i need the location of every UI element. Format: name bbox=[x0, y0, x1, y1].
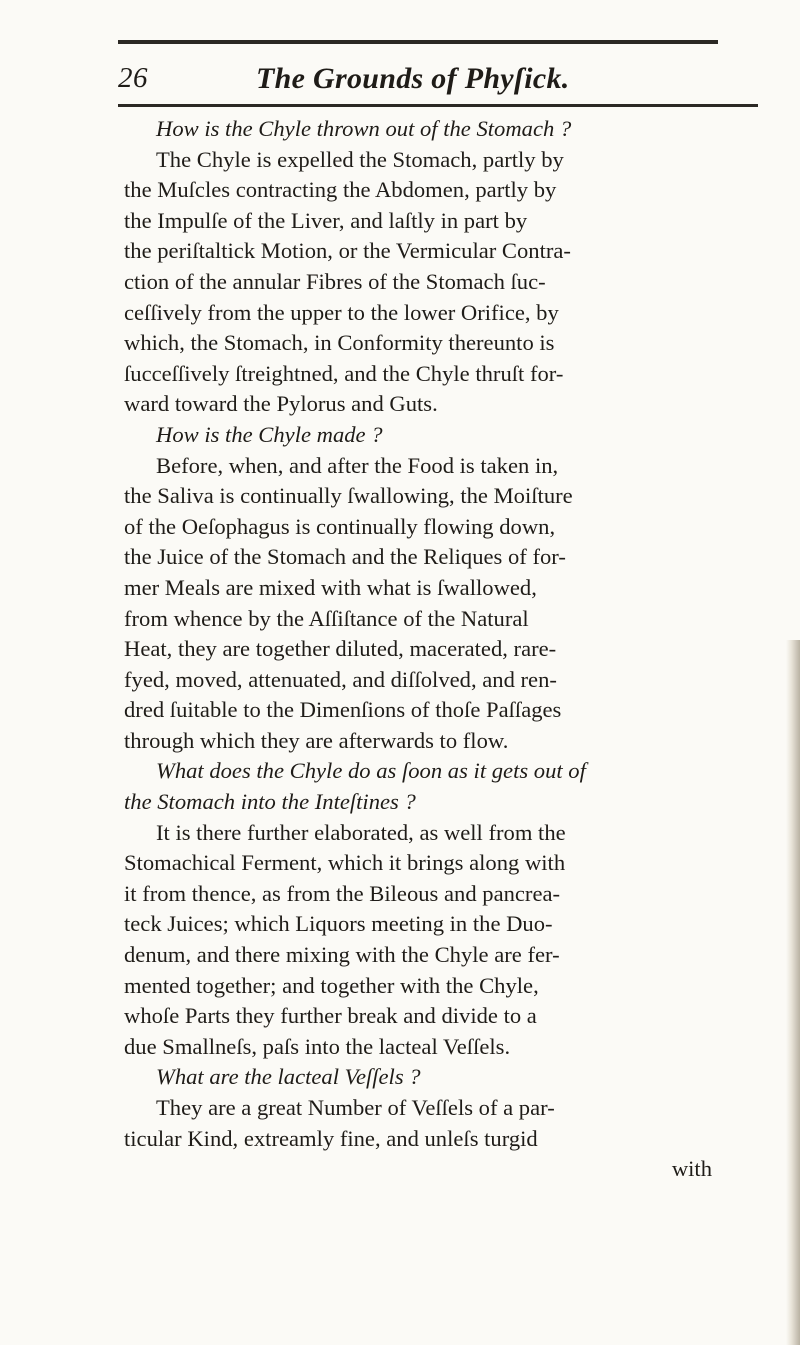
text-line: which, the Stomach, in Conformity thereunto is bbox=[124, 330, 555, 356]
body-text bbox=[124, 114, 760, 1185]
text-line: They are a great Number of Veſſels of a par- bbox=[156, 1095, 555, 1120]
text-line: ward toward the Pylorus and Guts. bbox=[124, 391, 438, 417]
text-line: Before, when, and after the Food is taken in, bbox=[156, 452, 559, 478]
text-line: the Juice of the Stomach and the Reliques of for- bbox=[124, 544, 566, 570]
text-line: ceſſively from the upper to the lower Orifice, by bbox=[124, 299, 559, 325]
running-title: The Grounds of Phyſick. bbox=[256, 62, 570, 95]
page-number: 26 bbox=[118, 62, 148, 94]
text-line: whoſe Parts they further break and divide to a bbox=[124, 1003, 537, 1029]
text-line: due Smallneſs, paſs into the lacteal Veſſels. bbox=[124, 1033, 511, 1059]
question-line: How is the Chyle thrown out of the Stomach ? bbox=[156, 116, 572, 141]
text-line: through which they are afterwards to flow. bbox=[124, 727, 509, 753]
text-line: mented together; and together with the Chyle, bbox=[124, 972, 539, 998]
page-header bbox=[118, 62, 718, 102]
text-line: fyed, moved, attenuated, and diſſolved, and ren- bbox=[124, 666, 557, 692]
text-line: The Chyle is expelled the Stomach, partly by bbox=[156, 146, 564, 172]
text-line: ction of the annular Fibres of the Stomach ſuc- bbox=[124, 268, 546, 294]
text-line: teck Juices; which Liquors meeting in the Duo- bbox=[124, 911, 553, 937]
text-line: from whence by the Aſſiſtance of the Natural bbox=[124, 605, 529, 631]
header-rule bbox=[118, 104, 758, 107]
text-line: It is there further elaborated, as well from the bbox=[156, 819, 566, 845]
text-line: ſucceſſively ſtreightned, and the Chyle thruſt for- bbox=[124, 360, 564, 386]
text-line: dred ſuitable to the Dimenſions of thoſe Paſſages bbox=[124, 697, 562, 723]
text-line: ticular Kind, extreamly fine, and unleſs turgid bbox=[124, 1125, 538, 1151]
text-line: Stomachical Ferment, which it brings along with bbox=[124, 850, 566, 876]
text-line: denum, and there mixing with the Chyle are fer- bbox=[124, 942, 560, 968]
question-line: How is the Chyle made ? bbox=[156, 421, 383, 447]
page-edge-shadow bbox=[786, 640, 800, 1345]
catchword: with bbox=[671, 1156, 712, 1182]
text-line: the Impulſe of the Liver, and laſtly in part by bbox=[124, 207, 528, 233]
text-line: the Saliva is continually ſwallowing, the Moiſture bbox=[124, 483, 573, 509]
question-line: What are the lacteal Veſſels ? bbox=[156, 1064, 421, 1090]
text-line: the Muſcles contracting the Abdomen, partly by bbox=[124, 177, 557, 203]
top-border-line bbox=[118, 40, 718, 44]
question-line: the Stomach into the Inteſtines ? bbox=[124, 789, 416, 815]
question-line: What does the Chyle do as ſoon as it gets out of bbox=[156, 758, 586, 784]
text-line: Heat, they are together diluted, macerated, rare- bbox=[124, 636, 557, 662]
text-line: of the Oeſophagus is continually flowing down, bbox=[124, 513, 556, 539]
text-line: mer Meals are mixed with what is ſwallowed, bbox=[124, 574, 537, 600]
text-line: it from thence, as from the Bileous and pancrea- bbox=[124, 880, 561, 906]
text-line: the periſtaltick Motion, or the Vermicular Contra- bbox=[124, 238, 571, 264]
